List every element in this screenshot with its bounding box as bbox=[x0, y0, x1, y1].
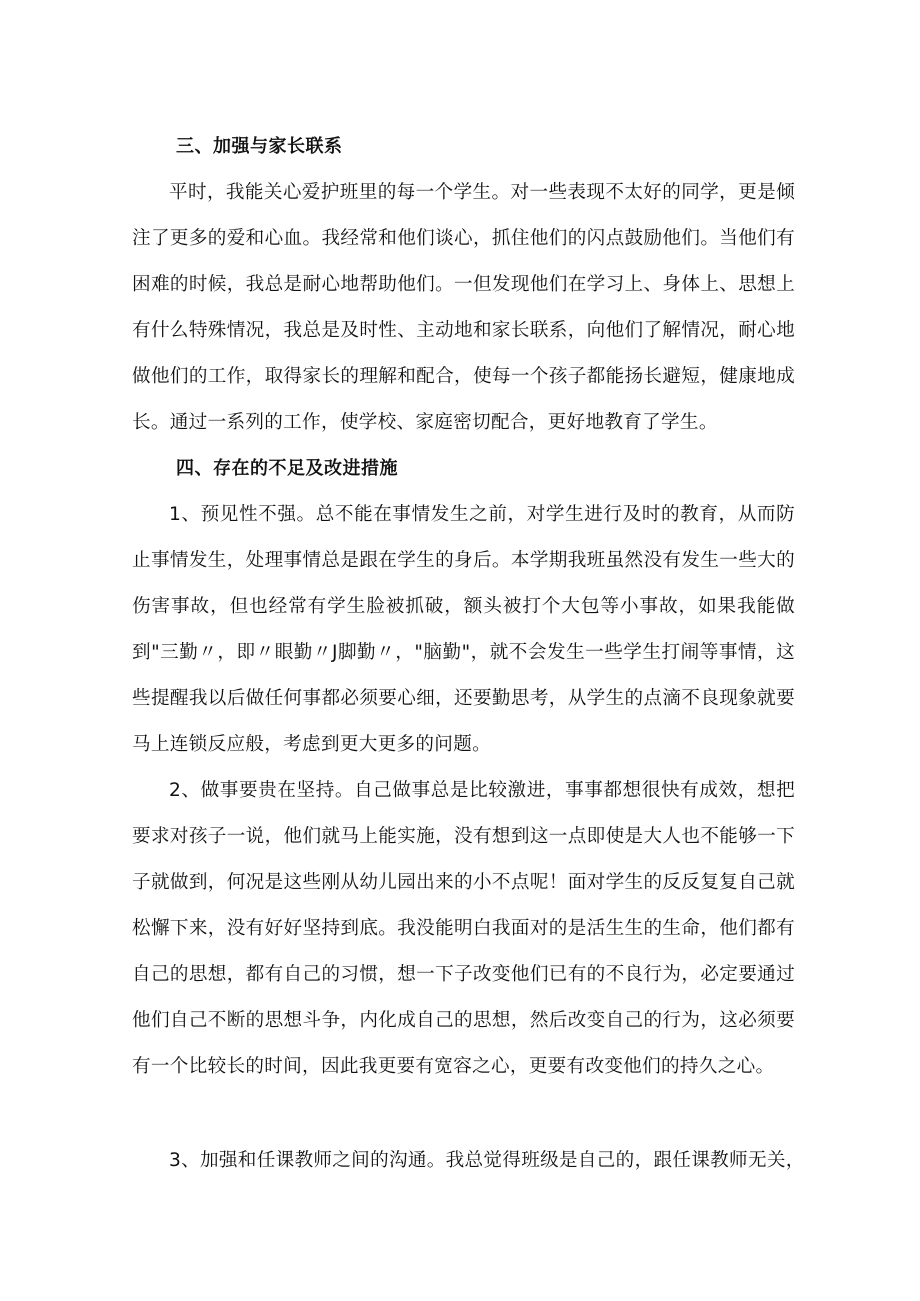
section-4-item-2: 2、做事要贵在坚持。自己做事总是比较激进，事事都想很快有成效，想把要求对孩子一说，他们就马上能实施，没有想到这一点即使是大人也不能够一下子就做到，何况是这些刚从幼儿园出来的小不点呢！面对学生的反反复复自己就松懈下来，没有好好坚持到底。我没能明白我面对的是活生生的生命，他们都有自己的思想，都有自己的习惯，想一下子改变他们已有的不良行为，必定要通过他们自己不断的思想斗争，内化成自己的思想，然后改变自己的行为，这必须要有一个比较长的时间，因此我更要有宽容之心，更要有改变他们的持久之心。 bbox=[132, 780, 795, 1077]
document-body bbox=[132, 124, 795, 1090]
section-4-heading: 四、存在的不足及改进措施 bbox=[176, 458, 398, 479]
section-3-heading: 三、加强与家长联系 bbox=[176, 136, 343, 157]
section-4-item-1: 1、预见性不强。总不能在事情发生之前，对学生进行及时的教育，从而防止事情发生，处理事情总是跟在学生的身后。本学期我班虽然没有发生一些大的伤害事故，但也经常有学生脸被抓破，额头被打个大包等小事故，如果我能做到"三勤〃，即〃眼勤〃J脚勤〃，"脑勤"，就不会发生一些学生打闹等事情，这些提醒我以后做任何事都必须要心细，还要勤思考，从学生的点滴不良现象就要马上连锁反应般，考虑到更大更多的问题。 bbox=[132, 504, 795, 755]
section-4-item-3: 3、加强和任课教师之间的沟通。我总觉得班级是自己的，跟任课教师无关， bbox=[169, 1150, 805, 1171]
section-3-paragraph: 平时，我能关心爱护班里的每一个学生。对一些表现不太好的同学，更是倾注了更多的爱和心血。我经常和他们谈心，抓住他们的闪点鼓励他们。当他们有困难的时候，我总是耐心地帮助他们。一但发现他们在学习上、身体上、思想上有什么特殊情况，我总是及时性、主动地和家长联系，向他们了解情况，耐心地做他们的工作，取得家长的理解和配合，使每一个孩子都能扬长避短，健康地成长。通过一系列的工作，使学校、家庭密切配合，更好地教育了学生。 bbox=[132, 182, 795, 433]
